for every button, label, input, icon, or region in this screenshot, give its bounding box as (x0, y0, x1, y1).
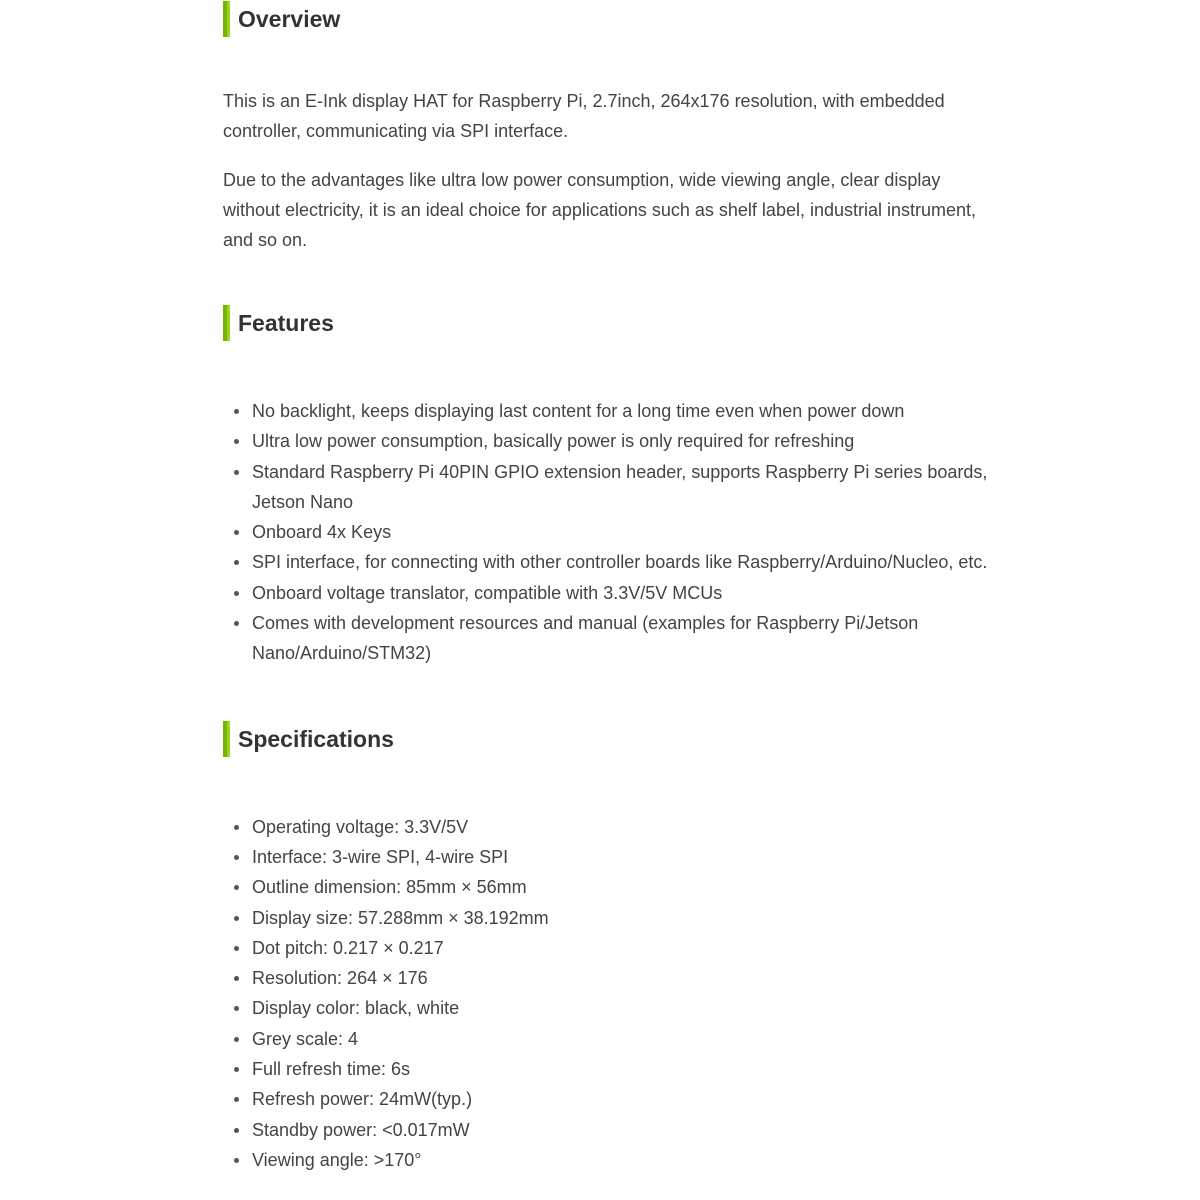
bullet-icon (234, 470, 239, 475)
list-item (223, 933, 993, 963)
heading-accent-bar (223, 305, 230, 341)
overview-heading (223, 0, 993, 38)
bullet-icon (234, 855, 239, 860)
bullet-icon (234, 825, 239, 830)
list-item-text: Onboard 4x Keys (252, 522, 392, 543)
list-item-text: Display color: black, white (252, 998, 460, 1019)
list-item-text: Resolution: 264 × 176 (252, 968, 428, 989)
bullet-icon (234, 530, 239, 535)
list-item (223, 1054, 993, 1084)
list-item-text: No backlight, keeps displaying last content for a long time even when power down (252, 401, 905, 421)
bullet-icon (234, 976, 239, 981)
list-item (223, 426, 993, 456)
bullet-icon (234, 1128, 239, 1133)
specifications-list (223, 812, 993, 1176)
bullet-icon (234, 560, 239, 565)
list-item-text: Comes with development resources and manual (examples for Raspberry Pi/Jetson Nano/Arduino/STM32) (252, 613, 919, 664)
heading-accent-bar (223, 721, 230, 757)
list-item (223, 1145, 993, 1175)
list-item-text: Grey scale: 4 (252, 1028, 359, 1049)
bullet-icon (234, 1037, 239, 1042)
specifications-heading-text: Specifications (238, 725, 394, 752)
list-item-text: Display size: 57.288mm × 38.192mm (252, 907, 549, 928)
document-content (223, 0, 993, 1175)
list-item-text: Standby power: <0.017mW (252, 1119, 470, 1140)
features-heading-text: Features (238, 310, 334, 336)
list-item (223, 872, 993, 902)
list-item-text: Outline dimension: 85mm × 56mm (252, 877, 527, 898)
list-item-text: Standard Raspberry Pi 40PIN GPIO extension header, supports Raspberry Pi series boards, Jetson Nano (252, 461, 988, 512)
list-item (223, 396, 993, 426)
list-item (223, 993, 993, 1023)
bullet-icon (234, 885, 239, 890)
overview-heading-text: Overview (238, 6, 341, 32)
features-heading (223, 304, 993, 342)
list-item (223, 578, 993, 608)
features-list (223, 396, 993, 669)
list-item (223, 1024, 993, 1054)
bullet-icon (234, 591, 239, 596)
list-item-text: Ultra low power consumption, basically power is only required for refreshing (252, 431, 855, 452)
bullet-icon (234, 1097, 239, 1102)
list-item (223, 547, 993, 577)
specifications-heading (223, 720, 993, 758)
heading-accent-bar (223, 1, 230, 37)
bullet-icon (234, 916, 239, 921)
list-item-text: Refresh power: 24mW(typ.) (252, 1089, 473, 1110)
bullet-icon (234, 439, 239, 444)
list-item-text: Interface: 3-wire SPI, 4-wire SPI (252, 846, 509, 867)
list-item (223, 842, 993, 872)
bullet-icon (234, 946, 239, 951)
bullet-icon (234, 1158, 239, 1163)
bullet-icon (234, 1006, 239, 1011)
list-item (223, 903, 993, 933)
overview-paragraph-2: Due to the advantages like ultra low power consumption, wide viewing angle, clear display without electricity, it is an ideal choice for applications such as shelf label, industrial instrument, and so on. (223, 170, 977, 250)
bullet-icon (234, 1067, 239, 1072)
list-item (223, 963, 993, 993)
list-item (223, 1084, 993, 1114)
list-item-text: Onboard voltage translator, compatible with 3.3V/5V MCUs (252, 582, 723, 603)
bullet-icon (234, 621, 239, 626)
list-item (223, 608, 993, 669)
list-item (223, 517, 993, 547)
list-item (223, 457, 993, 518)
overview-paragraph-1: This is an E-Ink display HAT for Raspberry Pi, 2.7inch, 264x176 resolution, with embedded controller, communicating via SPI interface. (223, 91, 945, 141)
list-item-text: Full refresh time: 6s (252, 1059, 411, 1080)
list-item-text: SPI interface, for connecting with other controller boards like Raspberry/Arduino/Nucleo, etc. (252, 552, 988, 573)
list-item-text: Dot pitch: 0.217 × 0.217 (252, 937, 444, 958)
list-item-text: Operating voltage: 3.3V/5V (252, 816, 469, 837)
list-item (223, 812, 993, 842)
bullet-icon (234, 409, 239, 414)
list-item (223, 1115, 993, 1145)
list-item-text: Viewing angle: >170° (252, 1149, 422, 1170)
